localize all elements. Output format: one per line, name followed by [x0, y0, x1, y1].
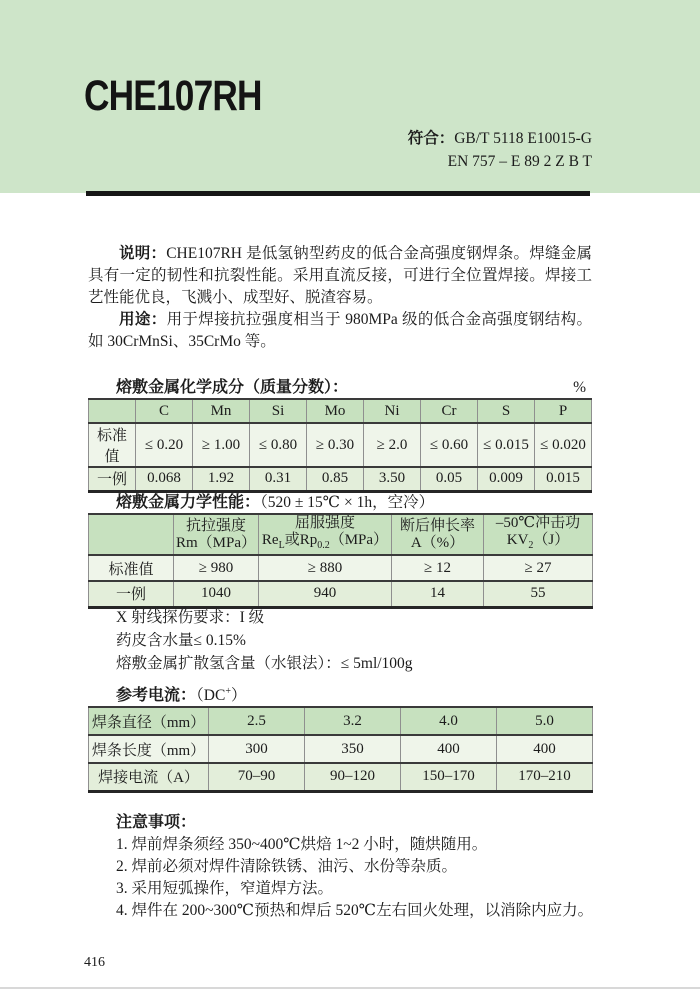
cell-value: 0.05 [421, 467, 478, 491]
symbol-text: KV [506, 532, 529, 548]
cell-value: 90–120 [305, 763, 401, 791]
symbol-subscript: 0.2 [317, 540, 330, 551]
symbol-subscript: L [278, 540, 285, 551]
row-label: 一例 [89, 467, 136, 491]
header-line: Rm（MPa） [175, 534, 256, 551]
page-number: 416 [84, 955, 105, 970]
cell-value: 1040 [174, 581, 259, 607]
cell-value: ≥ 0.30 [307, 423, 364, 467]
cell-value: ≥ 27 [484, 555, 593, 581]
header-line: 抗拉强度 [185, 517, 246, 534]
table-row-length [89, 735, 593, 763]
note-item: 2. 焊前必须对焊件清除铁锈、油污、水份等杂质。 [116, 858, 458, 875]
notes-section [88, 812, 592, 922]
chemistry-unit: % [573, 379, 586, 396]
cell-value: 55 [484, 581, 593, 607]
product-title: CHE107RH [84, 72, 262, 120]
cell-value: 4.0 [401, 707, 497, 735]
cell-value: ≤ 0.20 [136, 423, 193, 467]
row-label: 标准值 [89, 555, 174, 581]
header-line [260, 532, 390, 554]
note-item: 3. 采用短弧操作，窄道焊方法。 [116, 880, 334, 897]
desc-text: 用于焊接抗拉强度相当于 980MPa 级的低合金高强度钢结构。如 30CrMnSi、35CrMo 等。 [88, 311, 592, 350]
cell-value: ≥ 880 [259, 555, 392, 581]
mechanical-title-text: 熔敷金属力学性能： [116, 494, 261, 511]
cell-value: 300 [209, 735, 305, 763]
notes-title: 注意事项： [116, 814, 197, 831]
table-row-standard [89, 555, 593, 581]
cell-value: 70–90 [209, 763, 305, 791]
column-header-yield [259, 514, 392, 555]
standard-line-2 [408, 150, 592, 173]
cell-value: ≤ 0.60 [421, 423, 478, 467]
row-label: 焊条长度（mm） [89, 735, 209, 763]
current-polarity [196, 687, 246, 704]
cell-value: ≥ 12 [392, 555, 484, 581]
standard-en: EN 757 – E 89 2 Z B T [447, 153, 592, 170]
cell-value: 14 [392, 581, 484, 607]
compliance-block [408, 127, 592, 173]
header-rule [86, 191, 590, 196]
chemistry-table [88, 398, 592, 493]
table-row-standard [89, 423, 592, 467]
cell-value: 0.85 [307, 467, 364, 491]
table-header-row [89, 399, 592, 423]
symbol-superscript: + [225, 685, 231, 697]
cell-value: 5.0 [497, 707, 593, 735]
cell-value: ≥ 1.00 [193, 423, 250, 467]
symbol-text: （MPa） [329, 532, 389, 548]
column-header: Mn [193, 399, 250, 423]
row-label: 焊接电流（A） [89, 763, 209, 791]
cell-value: 0.068 [136, 467, 193, 491]
mechanical-table [88, 513, 593, 609]
corner-cell [89, 399, 136, 423]
table-row-example [89, 467, 592, 491]
description [88, 243, 592, 353]
column-header: S [478, 399, 535, 423]
note-item: 4. 焊件在 200~300℃预热和焊后 520℃左右回火处理，以消除内应力。 [116, 902, 594, 919]
cell-value: 3.2 [305, 707, 401, 735]
symbol-subscript: 2 [528, 540, 534, 551]
symbol-text: 或Rp [284, 532, 318, 548]
test-requirements [88, 606, 620, 675]
current-section-title [88, 682, 620, 705]
desc-label: 说明： [119, 245, 167, 262]
standard-gb: GB/T 5118 E10015-G [454, 130, 592, 147]
column-header: Mo [307, 399, 364, 423]
desc-paragraph-yongtu [88, 309, 592, 353]
column-header-impact [484, 514, 593, 555]
column-header: Ni [364, 399, 421, 423]
desc-paragraph-shuoming [88, 243, 592, 309]
column-header: Cr [421, 399, 478, 423]
row-label: 焊条直径（mm） [89, 707, 209, 735]
row-label: 一例 [89, 581, 174, 607]
mechanical-section-title [88, 489, 620, 512]
requirement-line: X 射线探伤要求：I 级 [116, 609, 265, 626]
cell-value: ≤ 0.80 [250, 423, 307, 467]
requirement-line: 熔敷金属扩散氢含量（水银法）：≤ 5ml/100g [116, 655, 413, 672]
requirement-line: 药皮含水量≤ 0.15% [116, 632, 246, 649]
symbol-text: Re [261, 532, 279, 548]
cell-value: 0.009 [478, 467, 535, 491]
cell-value: 150–170 [401, 763, 497, 791]
desc-text: CHE107RH 是低氢钠型药皮的低合金高强度钢焊条。焊缝金属具有一定的韧性和抗裂性能。采用直流反接，可进行全位置焊接。焊接工艺性能优良，飞溅小、成型好、脱渣容易。 [88, 245, 592, 306]
cell-value: ≤ 0.015 [478, 423, 535, 467]
column-header-elongation [392, 514, 484, 555]
corner-cell [89, 514, 174, 555]
reference-current-table [88, 706, 593, 793]
symbol-text: ） [230, 687, 247, 704]
symbol-text: （J） [533, 532, 570, 548]
cell-value: ≤ 0.020 [535, 423, 592, 467]
cell-value: 1.92 [193, 467, 250, 491]
row-label: 标准值 [89, 423, 136, 467]
table-row-diameter [89, 707, 593, 735]
cell-value: 0.015 [535, 467, 592, 491]
cell-value: 0.31 [250, 467, 307, 491]
table-row-current [89, 763, 593, 791]
column-header: P [535, 399, 592, 423]
mechanical-condition: （520 ± 15℃ × 1h，空冷） [260, 494, 435, 511]
cell-value: 3.50 [364, 467, 421, 491]
cell-value: 400 [497, 735, 593, 763]
cell-value: ≥ 980 [174, 555, 259, 581]
table-row-example [89, 581, 593, 607]
table-header-row [89, 514, 593, 555]
cell-value: 2.5 [209, 707, 305, 735]
note-item: 1. 焊前焊条须经 350~400℃烘焙 1~2 小时，随烘随用。 [116, 836, 488, 853]
compliance-label: 符合： [407, 130, 455, 147]
standard-line-1 [408, 127, 592, 150]
header-line: 屈服强度 [294, 515, 355, 531]
desc-label: 用途： [119, 311, 167, 328]
current-title-text: 参考电流： [116, 687, 197, 704]
cell-value: 400 [401, 735, 497, 763]
column-header: Si [250, 399, 307, 423]
header-line: –50℃冲击功 [495, 515, 581, 531]
header-line: A（%） [410, 534, 465, 551]
cell-value: ≥ 2.0 [364, 423, 421, 467]
cell-value: 350 [305, 735, 401, 763]
symbol-text: （DC [196, 687, 226, 704]
header-line: 断后伸长率 [399, 517, 475, 534]
column-header-tensile [174, 514, 259, 555]
cell-value: 170–210 [497, 763, 593, 791]
chemistry-section-title [88, 374, 620, 397]
cell-value: 940 [259, 581, 392, 607]
column-header: C [136, 399, 193, 423]
page-bottom-edge [0, 987, 700, 989]
header-line [485, 532, 591, 554]
chemistry-title-text: 熔敷金属化学成分（质量分数）： [116, 379, 349, 396]
